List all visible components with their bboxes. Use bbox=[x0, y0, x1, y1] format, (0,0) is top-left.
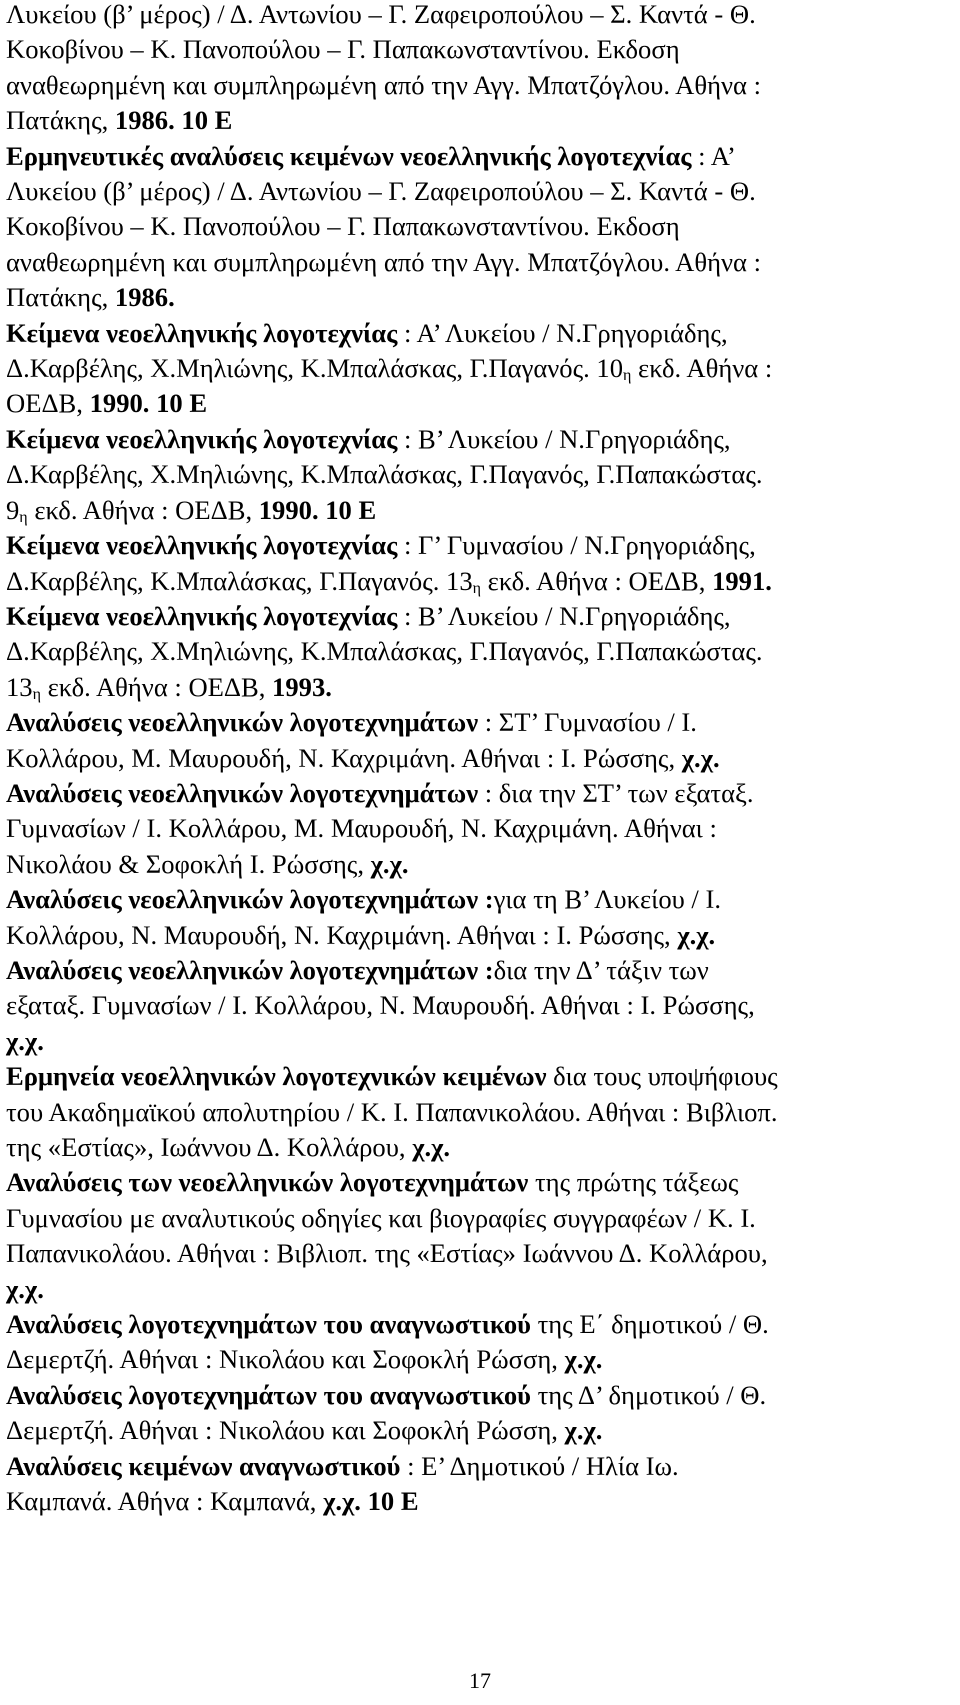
text-segment: εξαταξ. Γυμνασίων / Ι. Κολλάρου, Ν. Μαυρουδή. Αθήναι : Ι. Ρώσσης, bbox=[6, 990, 755, 1021]
text-line bbox=[6, 316, 936, 351]
text-segment: για τη Β’ Λυκείου / Ι. bbox=[493, 884, 721, 915]
title-segment: χ.χ. bbox=[370, 848, 409, 879]
text-segment: ΟΕΔΒ, bbox=[6, 388, 90, 419]
title-segment: 1990. 10 Ε bbox=[89, 388, 208, 419]
text-segment: Νικολάου & Σοφοκλή Ι. Ρώσσης, bbox=[6, 848, 371, 879]
title-segment: Αναλύσεις νεοελληνικών λογοτεχνημάτων : bbox=[6, 884, 494, 915]
text-segment: Δεμερτζή. Αθήναι : Νικολάου και Σοφοκλή Ρώσση, bbox=[6, 1344, 565, 1375]
text-line bbox=[6, 705, 936, 740]
text-line bbox=[6, 741, 936, 776]
text-line bbox=[6, 811, 936, 846]
edition-suffix: η bbox=[623, 367, 632, 385]
text-segment: εκδ. Αθήνα : bbox=[631, 353, 773, 384]
text-segment: 13 bbox=[6, 671, 33, 702]
text-line bbox=[6, 776, 936, 811]
text-segment: εκδ. Αθήνα : ΟΕΔΒ, bbox=[481, 565, 713, 596]
title-segment: Κείμενα νεοελληνικής λογοτεχνίας bbox=[6, 600, 398, 631]
text-line bbox=[6, 1272, 936, 1307]
text-line bbox=[6, 918, 936, 953]
text-segment: Κολλάρου, Μ. Μαυρουδή, Ν. Καχριμάνη. Αθήναι : Ι. Ρώσσης, bbox=[6, 742, 682, 773]
text-line bbox=[6, 634, 936, 669]
text-segment: Λυκείου (β’ μέρος) / Δ. Αντωνίου – Γ. Ζαφειροπούλου – Σ. Καντά - Θ. bbox=[6, 0, 756, 29]
text-line bbox=[6, 139, 936, 174]
text-line bbox=[6, 68, 936, 103]
text-line bbox=[6, 1236, 936, 1271]
page-number: 17 bbox=[469, 1668, 491, 1693]
text-segment: της Δ’ δημοτικού / Θ. bbox=[530, 1379, 767, 1410]
text-line bbox=[6, 882, 936, 917]
text-line bbox=[6, 599, 936, 634]
text-segment: Δ.Καρβέλης, Κ.Μπαλάσκας, Γ.Παγανός. 13 bbox=[6, 565, 473, 596]
title-segment: Αναλύσεις λογοτεχνημάτων του αναγνωστικού bbox=[6, 1309, 531, 1340]
text-segment: Πατάκης, bbox=[6, 105, 115, 136]
text-segment: της «Εστίας», Ιωάννου Δ. Κολλάρου, bbox=[6, 1132, 413, 1162]
text-line bbox=[6, 457, 936, 492]
text-segment: Δεμερτζή. Αθήναι : Νικολάου και Σοφοκλή Ρώσση, bbox=[6, 1415, 565, 1446]
text-line bbox=[6, 988, 936, 1023]
text-line bbox=[6, 1378, 936, 1413]
text-line bbox=[6, 1449, 936, 1484]
title-segment: χ.χ. bbox=[6, 1025, 44, 1056]
text-segment: : Β’ Λυκείου / Ν.Γρηγοριάδης, bbox=[397, 600, 731, 631]
text-segment: Κοκοβίνου – Κ. Πανοπούλου – Γ. Παπακωνσταντίνου. Εκδοση bbox=[6, 34, 680, 65]
text-line bbox=[6, 564, 936, 599]
text-line bbox=[6, 1165, 936, 1200]
text-segment: Γυμνασίων / Ι. Κολλάρου, Μ. Μαυρουδή, Ν. Καχριμάνη. Αθήναι : bbox=[6, 813, 717, 844]
text-line bbox=[6, 847, 936, 882]
text-segment: εκδ. Αθήνα : ΟΕΔΒ, bbox=[40, 671, 273, 702]
text-segment: : ΣΤ’ Γυμνασίου / Ι. bbox=[478, 707, 697, 738]
text-segment: αναθεωρημένη και συμπληρωμένη από την Αγγ. Μπατζόγλου. Αθήνα : bbox=[6, 246, 762, 277]
title-segment: Αναλύσεις νεοελληνικών λογοτεχνημάτων bbox=[6, 707, 479, 738]
text-line bbox=[6, 280, 936, 315]
text-segment: Λυκείου (β’ μέρος) / Δ. Αντωνίου – Γ. Ζαφειροπούλου – Σ. Καντά - Θ. bbox=[6, 176, 756, 207]
text-line bbox=[6, 1095, 936, 1130]
text-line bbox=[6, 1059, 936, 1094]
title-segment: 1990. 10 Ε bbox=[258, 494, 377, 525]
title-segment: Αναλύσεις νεοελληνικών λογοτεχνημάτων bbox=[6, 777, 479, 808]
title-segment: Ερμηνεία νεοελληνικών λογοτεχνικών κειμένων bbox=[6, 1061, 547, 1092]
title-segment: χ.χ. bbox=[681, 742, 720, 773]
text-line bbox=[6, 1130, 936, 1165]
text-line bbox=[6, 670, 936, 705]
text-segment: : δια την ΣΤ’ των εξαταξ. bbox=[478, 777, 754, 808]
text-line bbox=[6, 0, 936, 32]
text-segment: αναθεωρημένη και συμπληρωμένη από την Αγγ. Μπατζόγλου. Αθήνα : bbox=[6, 69, 762, 100]
edition-suffix: η bbox=[32, 685, 41, 703]
title-segment: Κείμενα νεοελληνικής λογοτεχνίας bbox=[6, 530, 398, 561]
text-line bbox=[6, 1307, 936, 1342]
title-segment: χ.χ. bbox=[564, 1344, 603, 1375]
edition-suffix: η bbox=[472, 579, 481, 597]
title-segment: χ.χ. 10 Ε bbox=[323, 1486, 419, 1517]
text-line bbox=[6, 1413, 936, 1448]
text-line bbox=[6, 103, 936, 138]
title-segment: χ.χ. bbox=[412, 1132, 451, 1162]
text-line bbox=[6, 1024, 936, 1059]
title-segment: Αναλύσεις λογοτεχνημάτων του αναγνωστικού bbox=[6, 1379, 531, 1410]
title-segment: Ερμηνευτικές αναλύσεις κειμένων νεοελληνικής λογοτεχνίας bbox=[6, 140, 692, 171]
text-segment: : Α’ bbox=[691, 140, 736, 171]
text-line bbox=[6, 1342, 936, 1377]
text-segment: του Ακαδημαϊκού απολυτηρίου / Κ. Ι. Παπανικολάου. Αθήναι : Βιβλιοπ. bbox=[6, 1096, 778, 1127]
text-segment: 9 bbox=[6, 494, 20, 525]
text-segment: της πρώτης τάξεως bbox=[528, 1167, 739, 1198]
text-segment: εκδ. Αθήνα : ΟΕΔΒ, bbox=[27, 494, 259, 525]
text-line bbox=[6, 351, 936, 386]
title-segment: 1986. 10 Ε bbox=[114, 105, 233, 136]
text-segment: : Ε’ Δημοτικού / Ηλία Ιω. bbox=[400, 1450, 679, 1481]
text-line bbox=[6, 422, 936, 457]
text-segment: Δ.Καρβέλης, Χ.Μηλιώνης, Κ.Μπαλάσκας, Γ.Παγανός, Γ.Παπακώστας. bbox=[6, 636, 763, 667]
title-segment: 1993. bbox=[272, 671, 332, 702]
title-segment: χ.χ. bbox=[564, 1415, 603, 1446]
title-segment: Αναλύσεις κειμένων αναγνωστικού bbox=[6, 1450, 401, 1481]
text-line bbox=[6, 32, 936, 67]
title-segment: 1986. bbox=[114, 282, 175, 313]
title-segment: Αναλύσεις των νεοελληνικών λογοτεχνημάτων bbox=[6, 1167, 529, 1198]
title-segment: 1991. bbox=[712, 565, 772, 596]
text-segment: : Γ’ Γυμνασίου / Ν.Γρηγοριάδης, bbox=[397, 530, 756, 561]
text-segment: : Β’ Λυκείου / Ν.Γρηγοριάδης, bbox=[397, 423, 731, 454]
text-segment: Παπανικολάου. Αθήναι : Βιβλιοπ. της «Εστίας» Ιωάννου Δ. Κολλάρου, bbox=[6, 1238, 768, 1269]
edition-suffix: η bbox=[19, 508, 28, 526]
text-segment: της Ε΄ δημοτικού / Θ. bbox=[530, 1309, 769, 1340]
title-segment: χ.χ. bbox=[6, 1273, 44, 1304]
title-segment: Κείμενα νεοελληνικής λογοτεχνίας bbox=[6, 423, 398, 454]
text-segment: Δ.Καρβέλης, Χ.Μηλιώνης, Κ.Μπαλάσκας, Γ.Παγανός, Γ.Παπακώστας. bbox=[6, 459, 763, 490]
text-segment: : Α’ Λυκείου / Ν.Γρηγοριάδης, bbox=[397, 317, 728, 348]
text-line bbox=[6, 953, 936, 988]
text-line bbox=[6, 1201, 936, 1236]
text-line bbox=[6, 386, 936, 421]
text-line bbox=[6, 245, 936, 280]
text-line bbox=[6, 493, 936, 528]
text-line bbox=[6, 209, 936, 244]
bibliography-list bbox=[6, 0, 936, 1519]
text-segment: Κοκοβίνου – Κ. Πανοπούλου – Γ. Παπακωνσταντίνου. Εκδοση bbox=[6, 211, 680, 242]
text-segment: Κολλάρου, Ν. Μαυρουδή, Ν. Καχριμάνη. Αθήναι : Ι. Ρώσσης, bbox=[6, 919, 678, 950]
text-segment: Πατάκης, bbox=[6, 282, 115, 313]
text-line bbox=[6, 174, 936, 209]
text-segment: Καμπανά. Αθήνα : Καμπανά, bbox=[6, 1486, 324, 1517]
text-line bbox=[6, 528, 936, 563]
title-segment: Αναλύσεις νεοελληνικών λογοτεχνημάτων : bbox=[6, 954, 494, 985]
text-line bbox=[6, 1484, 936, 1519]
text-segment: δια τους υποψήφιους bbox=[546, 1061, 778, 1092]
text-segment: Γυμνασίου με αναλυτικούς οδηγίες και βιογραφίες συγγραφέων / Κ. Ι. bbox=[6, 1202, 756, 1233]
title-segment: χ.χ. bbox=[677, 919, 716, 950]
text-segment: δια την Δ’ τάξιν των bbox=[493, 954, 709, 985]
title-segment: Κείμενα νεοελληνικής λογοτεχνίας bbox=[6, 317, 398, 348]
text-segment: Δ.Καρβέλης, Χ.Μηλιώνης, Κ.Μπαλάσκας, Γ.Παγανός. 10 bbox=[6, 353, 624, 384]
